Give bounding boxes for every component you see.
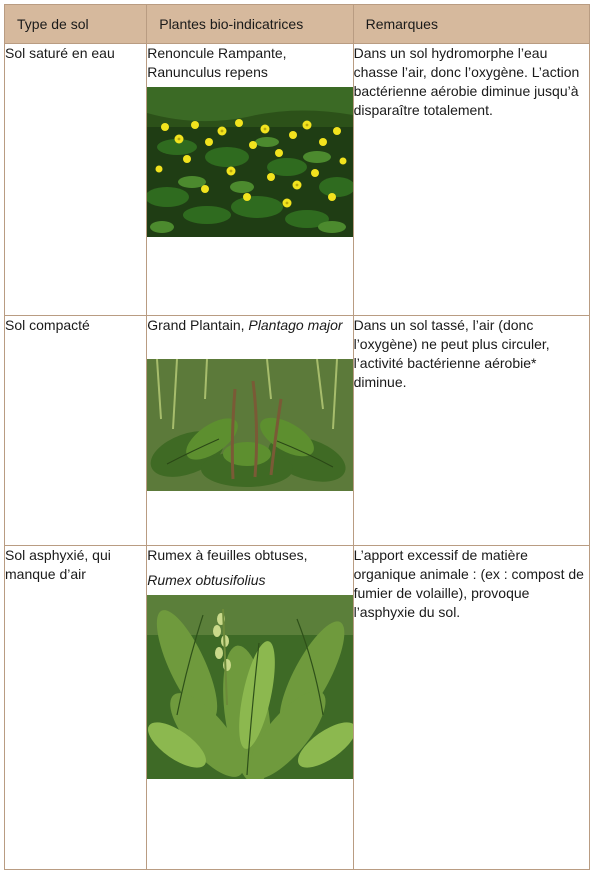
plant-cell <box>147 546 353 870</box>
plant-latin-name: Ranunculus repens <box>147 64 268 80</box>
table-row <box>5 316 590 546</box>
remark-cell <box>353 44 589 316</box>
header-soil-type: Type de sol <box>5 5 147 44</box>
table-header <box>5 5 590 44</box>
plant-common-name: Rumex à feuilles obtuses, <box>147 547 308 563</box>
remark-text: Dans un sol tassé, l’air (donc l’oxygène) ne peut plus circuler, l’activité bactérienne aérobie* diminue. <box>353 317 550 390</box>
soil-type-text: Sol asphyxié, qui manque d’air <box>5 547 111 582</box>
plant-cell <box>147 316 353 546</box>
remark-text: Dans un sol hydromorphe l’eau chasse l’air, donc l’oxygène. L’action bactérienne aérobie diminue jusqu’à disparaître totalement. <box>353 45 580 118</box>
broad-leaved-dock-photo <box>147 595 353 779</box>
plant-cell <box>147 44 353 316</box>
soil-type-text: Sol saturé en eau <box>5 45 115 61</box>
header-indicator-plants: Plantes bio-indicatrices <box>147 5 353 44</box>
remark-text: L’apport excessif de matière organique animale : (ex : compost de fumier de volaille), provoque l’asphyxie du sol. <box>353 547 584 620</box>
soil-indicator-table <box>4 4 590 870</box>
soil-type-text: Sol compacté <box>5 317 90 333</box>
plant-names <box>147 44 352 82</box>
table-row <box>5 44 590 316</box>
table-row <box>5 546 590 870</box>
plant-names <box>147 546 352 590</box>
creeping-buttercup-photo <box>147 87 353 237</box>
plant-names <box>147 316 352 354</box>
plant-latin-name: Rumex obtusifolius <box>147 572 266 588</box>
soil-type-cell <box>5 546 147 870</box>
plant-common-name: Grand Plantain, <box>147 317 245 333</box>
header-row <box>5 5 590 44</box>
soil-type-cell <box>5 316 147 546</box>
plant-latin-name: Plantago major <box>248 317 343 333</box>
header-remarks: Remarques <box>353 5 589 44</box>
remark-cell <box>353 546 589 870</box>
plant-common-name: Renoncule Rampante, <box>147 45 287 61</box>
greater-plantain-photo <box>147 359 353 491</box>
remark-cell <box>353 316 589 546</box>
soil-type-cell <box>5 44 147 316</box>
